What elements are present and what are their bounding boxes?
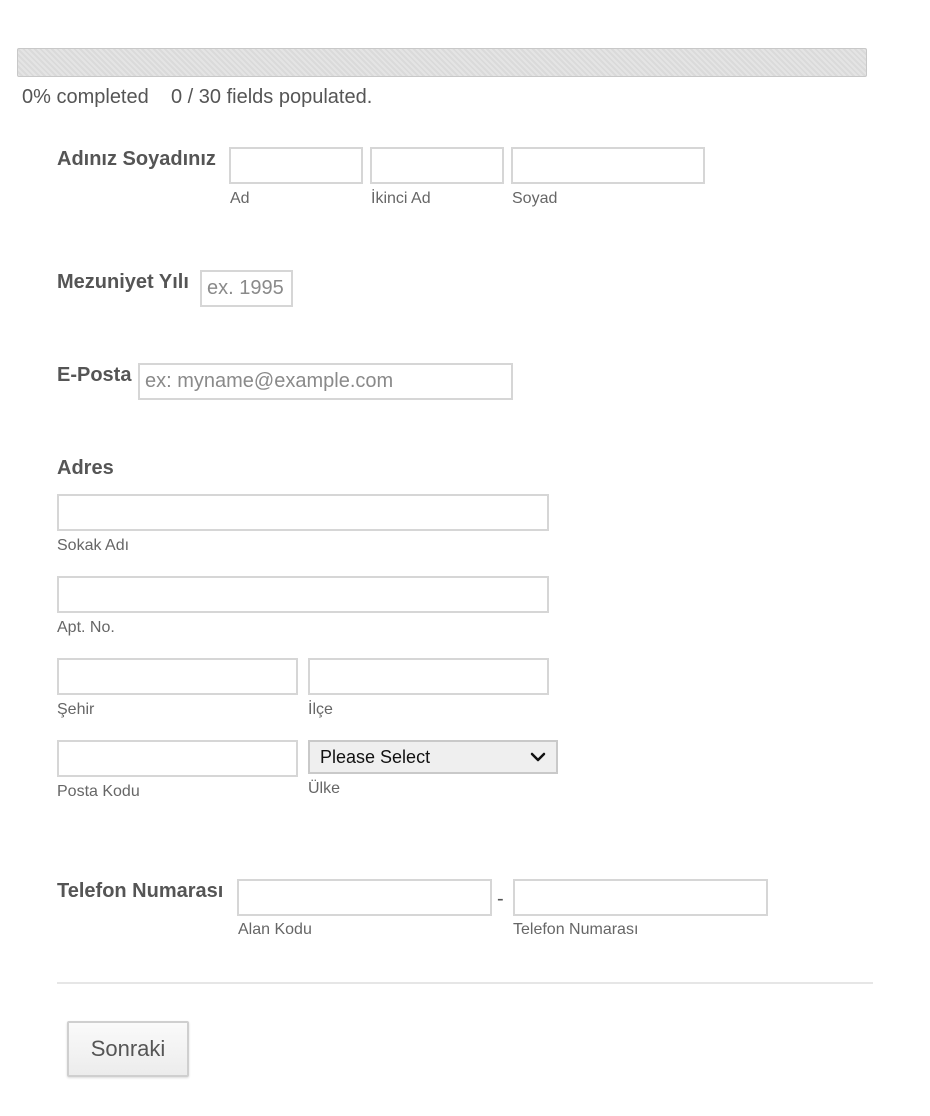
progress-percent: 0% completed	[22, 86, 149, 108]
postal-code-input[interactable]	[57, 740, 298, 777]
city-sublabel: Şehir	[57, 701, 95, 718]
street-sublabel: Sokak Adı	[57, 537, 130, 554]
phone-number-sublabel: Telefon Numarası	[513, 921, 639, 938]
phone-label: Telefon Numarası	[57, 880, 224, 902]
district-sublabel: İlçe	[308, 701, 333, 718]
street-input[interactable]	[57, 494, 549, 531]
first-name-input[interactable]	[229, 147, 363, 184]
graduation-year-input[interactable]	[200, 270, 293, 307]
apt-input[interactable]	[57, 576, 549, 613]
progress-fields: 0 / 30 fields populated.	[170, 86, 373, 108]
first-name-sublabel: Ad	[230, 190, 250, 207]
area-code-input[interactable]	[237, 879, 492, 916]
country-select[interactable]	[308, 740, 558, 774]
next-button[interactable]: Sonraki	[67, 1021, 189, 1077]
email-input[interactable]	[138, 363, 513, 400]
form-divider	[57, 982, 873, 984]
country-sublabel: Ülke	[308, 780, 341, 797]
middle-name-sublabel: İkinci Ad	[371, 190, 431, 207]
address-label: Adres	[57, 457, 114, 479]
phone-separator: -	[497, 888, 504, 910]
progress-text	[22, 86, 372, 109]
district-input[interactable]	[308, 658, 549, 695]
chevron-down-icon	[530, 749, 546, 765]
apt-sublabel: Apt. No.	[57, 619, 115, 636]
area-code-sublabel: Alan Kodu	[238, 921, 312, 938]
name-label: Adınız Soyadınız	[57, 148, 216, 170]
email-label: E-Posta	[57, 364, 132, 386]
last-name-input[interactable]	[511, 147, 705, 184]
postal-code-sublabel: Posta Kodu	[57, 783, 140, 800]
city-input[interactable]	[57, 658, 298, 695]
country-select-value: Please Select	[320, 746, 431, 767]
last-name-sublabel: Soyad	[512, 190, 558, 207]
phone-number-input[interactable]	[513, 879, 768, 916]
graduation-year-label: Mezuniyet Yılı	[57, 271, 189, 293]
progress-bar	[17, 48, 867, 77]
middle-name-input[interactable]	[370, 147, 504, 184]
